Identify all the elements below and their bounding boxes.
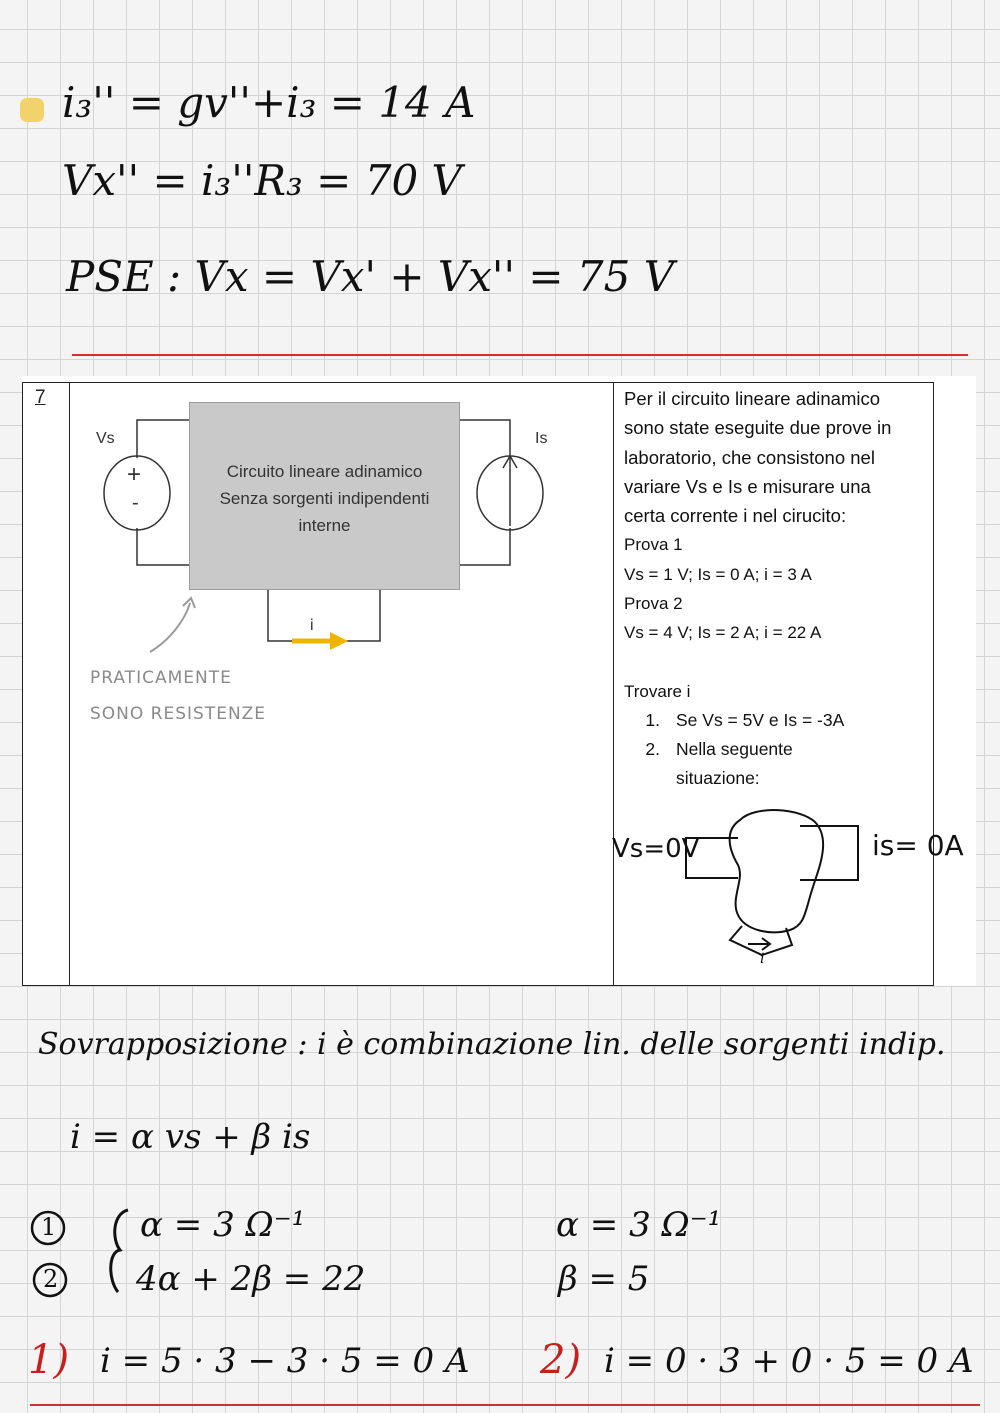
label-i: i (310, 617, 314, 634)
circle-2-num: 2 (43, 1265, 59, 1293)
label-vs: Vs (96, 430, 115, 447)
divider-bottom (30, 1404, 980, 1406)
list-item: 2. Nella seguente situazione: (645, 738, 793, 788)
note-line-1: i₃'' = gv''+i₃ = 14 A (62, 78, 476, 127)
text-line: laboratorio, che consistono nel (624, 446, 875, 468)
sketch-i-label: i (760, 951, 765, 967)
superposition-line: Sovrapposizione : i è combinazione lin. delle sorgenti indip. (38, 1027, 946, 1062)
box-line-1: Circuito lineare adinamico (226, 462, 423, 481)
note-line-2: Vx'' = i₃''R₃ = 70 V (62, 156, 462, 205)
answer-2-label: 2) (540, 1337, 582, 1383)
superposition-formula: i = α vs + β is (70, 1117, 311, 1157)
minus-sign: - (132, 492, 139, 514)
result-beta: β = 5 (558, 1259, 650, 1299)
pencil-note-1: PRATICAMENTE (90, 668, 232, 688)
text-line: certa corrente i nel cirucito: (624, 505, 847, 527)
text-line: Per il circuito lineare adinamico (624, 388, 881, 409)
answer-2: i = 0 · 3 + 0 · 5 = 0 A (604, 1341, 974, 1381)
pencil-note-2: SONO RESISTENZE (90, 704, 267, 724)
answer-1-label: 1) (28, 1337, 70, 1383)
system-eq-2: 4α + 2β = 22 (136, 1259, 366, 1299)
box-line-2: Senza sorgenti indipendenti (219, 489, 430, 508)
result-alpha: α = 3 Ω⁻¹ (556, 1205, 722, 1245)
trovare-heading: Trovare i (624, 681, 691, 701)
system-brace-icon (111, 1210, 128, 1292)
prova1-values: Vs = 1 V; Is = 0 A; i = 3 A (624, 564, 812, 584)
text-line: variare Vs e Is e misurare una (624, 475, 871, 497)
plus-sign: + (127, 461, 142, 488)
circle-1-num: 1 (41, 1213, 57, 1241)
prova2-values: Vs = 4 V; Is = 2 A; i = 22 A (624, 623, 822, 643)
note-line-3: PSE : Vx = Vx' + Vx'' = 75 V (66, 252, 675, 301)
system-eq-1: α = 3 Ω⁻¹ (140, 1205, 306, 1245)
label-is: Is (535, 430, 548, 447)
answer-1: i = 5 · 3 − 3 · 5 = 0 A (100, 1341, 470, 1381)
box-line-3: interne (298, 516, 351, 535)
text-line: sono state eseguite due prove in (624, 417, 892, 439)
prova2-title: Prova 2 (624, 594, 683, 614)
prova1-title: Prova 1 (624, 535, 683, 555)
list-item: 1. Se Vs = 5V e Is = -3A (645, 709, 845, 730)
sketch-vs-label: Vs=0V (612, 834, 700, 864)
exercise-number: 7 (35, 387, 46, 408)
sketch-is-label: is= 0A (872, 829, 964, 862)
